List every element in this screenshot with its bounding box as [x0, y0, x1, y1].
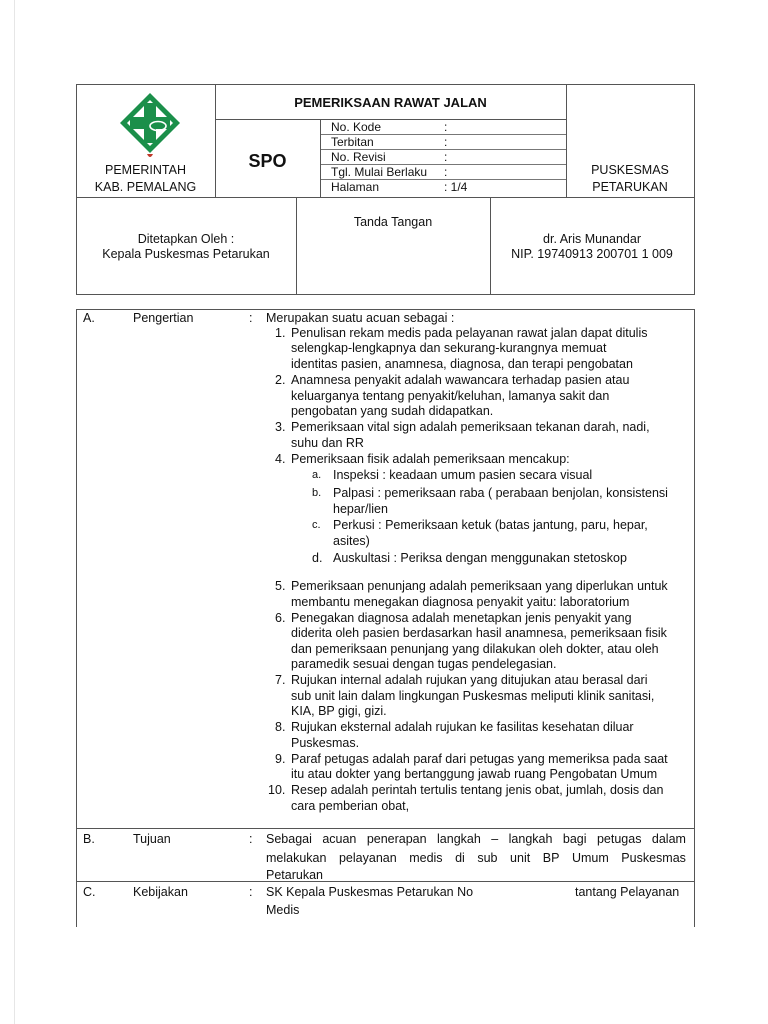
- meta-value-halaman: : 1/4: [444, 180, 468, 194]
- list-item-number: 3.: [275, 420, 286, 434]
- list-item-line: membantu menegakan diagnosa penyakit yaitu: laboratorium: [291, 595, 630, 609]
- org-left-line1: PEMERINTAH: [104, 163, 187, 177]
- sub-item-line: asites): [333, 534, 370, 548]
- list-item-line: Penulisan rekam medis pada pelayanan rawat jalan dapat ditulis: [291, 326, 648, 340]
- list-item-line: itu atau dokter yang bertanggung jawab ruang Pengobatan Umum: [291, 767, 658, 781]
- list-item-line: cara pemberian obat,: [291, 799, 410, 813]
- meta-label-tgl: Tgl. Mulai Berlaku: [331, 165, 428, 179]
- meta-value-revisi: :: [444, 150, 448, 164]
- meta-value-kode: :: [444, 120, 448, 134]
- doc-type-label: SPO: [248, 151, 287, 171]
- list-item-number: 5.: [275, 579, 286, 593]
- list-item-line: keluarganya tentang penyakit/keluhan, lamanya sakit dan: [291, 389, 610, 403]
- document-title: PEMERIKSAAN RAWAT JALAN: [294, 95, 487, 110]
- list-item-line: KIA, BP gigi, gizi.: [291, 704, 387, 718]
- established-by-label: Ditetapkan Oleh :: [137, 232, 235, 246]
- section-b-colon: :: [249, 832, 253, 846]
- sub-item-line: Auskultasi : Periksa dengan menggunakan stetoskop: [333, 551, 627, 565]
- word: langkah: [508, 832, 553, 846]
- list-item-line: dan pemeriksaan penunjang yang dilakukan oleh dokter, atau oleh: [291, 642, 659, 656]
- list-item-line: Paraf petugas adalah paraf dari petugas yang memeriksa pada saat: [291, 752, 668, 766]
- org-right-line1: PUSKESMAS: [591, 163, 669, 177]
- word: petugas: [596, 832, 642, 846]
- word: pelayanan: [338, 851, 397, 865]
- section-b-line: [266, 851, 686, 866]
- meta-value-tgl: :: [444, 165, 448, 179]
- meta-label-terbitan: Terbitan: [331, 135, 374, 149]
- list-item-number: 1.: [275, 326, 286, 340]
- list-item-number: 7.: [275, 673, 286, 687]
- health-cross-icon: [114, 90, 186, 162]
- word: penerapan: [366, 832, 427, 846]
- list-item-line: pengobatan yang sudah didapatkan.: [291, 404, 494, 418]
- sub-item-letter: a.: [312, 469, 322, 481]
- sub-item-line: Inspeksi : keadaan umum pasien secara visual: [333, 468, 593, 482]
- list-item-number: 10.: [268, 783, 286, 797]
- word: dalam: [651, 832, 686, 846]
- word: melakukan: [266, 851, 327, 865]
- section-c-line-left: SK Kepala Puskesmas Petarukan No: [266, 885, 474, 899]
- sub-item-line: Perkusi : Pemeriksaan ketuk (batas jantung, paru, hepar,: [333, 518, 648, 532]
- list-item-line: Resep adalah perintah tertulis tentang jenis obat, jumlah, dosis dan: [291, 783, 664, 797]
- signer-name: dr. Aris Munandar: [543, 232, 641, 246]
- sub-item-letter: b.: [312, 487, 322, 499]
- sub-item-letter: d.: [312, 551, 323, 565]
- word: medis: [409, 851, 443, 865]
- org-left-line2: KAB. PEMALANG: [94, 180, 197, 194]
- word: Puskesmas: [621, 851, 686, 865]
- word: Umum: [571, 851, 609, 865]
- org-right-line2: PETARUKAN: [592, 180, 668, 194]
- meta-label-halaman: Halaman: [331, 180, 380, 194]
- signature-label: Tanda Tangan: [353, 215, 433, 229]
- list-item-number: 8.: [275, 720, 286, 734]
- puskesmas-logo: [114, 90, 186, 162]
- section-a-name: Pengertian: [133, 311, 194, 325]
- list-item-line: diderita oleh pasien berdasarkan hasil anamnesa, pemeriksaan fisik: [291, 626, 667, 640]
- word: bagi: [562, 832, 587, 846]
- sub-item-letter: c.: [312, 519, 321, 531]
- sub-item-line: Palpasi : pemeriksaan raba ( perabaan benjolan, konsistensi: [333, 486, 668, 500]
- list-item-line: Puskesmas.: [291, 736, 360, 750]
- list-item-line: selengkap-lengkapnya dan sekurang-kurangnya memuat: [291, 341, 607, 355]
- list-item-number: 4.: [275, 452, 286, 466]
- word: Sebagai: [266, 832, 312, 846]
- section-c-colon: :: [249, 885, 253, 899]
- page-edge: [14, 0, 15, 1024]
- established-by-title: Kepala Puskesmas Petarukan: [102, 247, 270, 261]
- sub-item-line: hepar/lien: [333, 502, 388, 516]
- list-item-line: suhu dan RR: [291, 436, 364, 450]
- word: unit: [510, 851, 531, 865]
- list-item-line: Pemeriksaan vital sign adalah pemeriksaan tekanan darah, nadi,: [291, 420, 650, 434]
- word: BP: [542, 851, 560, 865]
- list-item-line: Pemeriksaan penunjang adalah pemeriksaan yang diperlukan untuk: [291, 579, 668, 593]
- list-item-line: identitas pasien, anamnesa, diagnosa, dan terapi pengobatan: [291, 357, 633, 371]
- section-a-letter: A.: [83, 311, 95, 325]
- list-item-line: Penegakan diagnosa adalah menetapkan jenis penyakit yang: [291, 611, 632, 625]
- list-item-line: Rujukan internal adalah rujukan yang ditujukan atau berasal dari: [291, 673, 648, 687]
- section-b-letter: B.: [83, 832, 95, 846]
- list-item-number: 6.: [275, 611, 286, 625]
- word: acuan: [322, 832, 357, 846]
- word: di: [455, 851, 465, 865]
- section-a-intro: Merupakan suatu acuan sebagai :: [266, 311, 455, 325]
- section-c-name: Kebijakan: [133, 885, 188, 899]
- section-c-line-right: tantang Pelayanan: [575, 885, 680, 899]
- word: langkah: [437, 832, 481, 846]
- word: sub: [477, 851, 498, 865]
- meta-label-kode: No. Kode: [331, 120, 382, 134]
- section-b-line: Petarukan: [266, 868, 323, 882]
- section-c-letter: C.: [83, 885, 96, 899]
- section-b-name: Tujuan: [133, 832, 171, 846]
- word: –: [491, 832, 499, 846]
- list-item-number: 9.: [275, 752, 286, 766]
- list-item-line: paramedik sesuai dengan tugas pendelegasian.: [291, 657, 557, 671]
- list-item-line: Rujukan eksternal adalah rujukan ke fasilitas kesehatan diluar: [291, 720, 634, 734]
- list-item-number: 2.: [275, 373, 286, 387]
- section-c-line2: Medis: [266, 903, 300, 917]
- meta-label-revisi: No. Revisi: [331, 150, 386, 164]
- list-item-line: Anamnesa penyakit adalah wawancara terhadap pasien atau: [291, 373, 630, 387]
- list-item-line: Pemeriksaan fisik adalah pemeriksaan mencakup:: [291, 452, 570, 466]
- section-b-line: [266, 832, 686, 847]
- section-a-colon: :: [249, 311, 253, 325]
- list-item-line: sub unit lain dalam lingkungan Puskesmas meliputi klinik sanitasi,: [291, 689, 655, 703]
- meta-value-terbitan: :: [444, 135, 448, 149]
- signer-nip: NIP. 19740913 200701 1 009: [511, 247, 673, 261]
